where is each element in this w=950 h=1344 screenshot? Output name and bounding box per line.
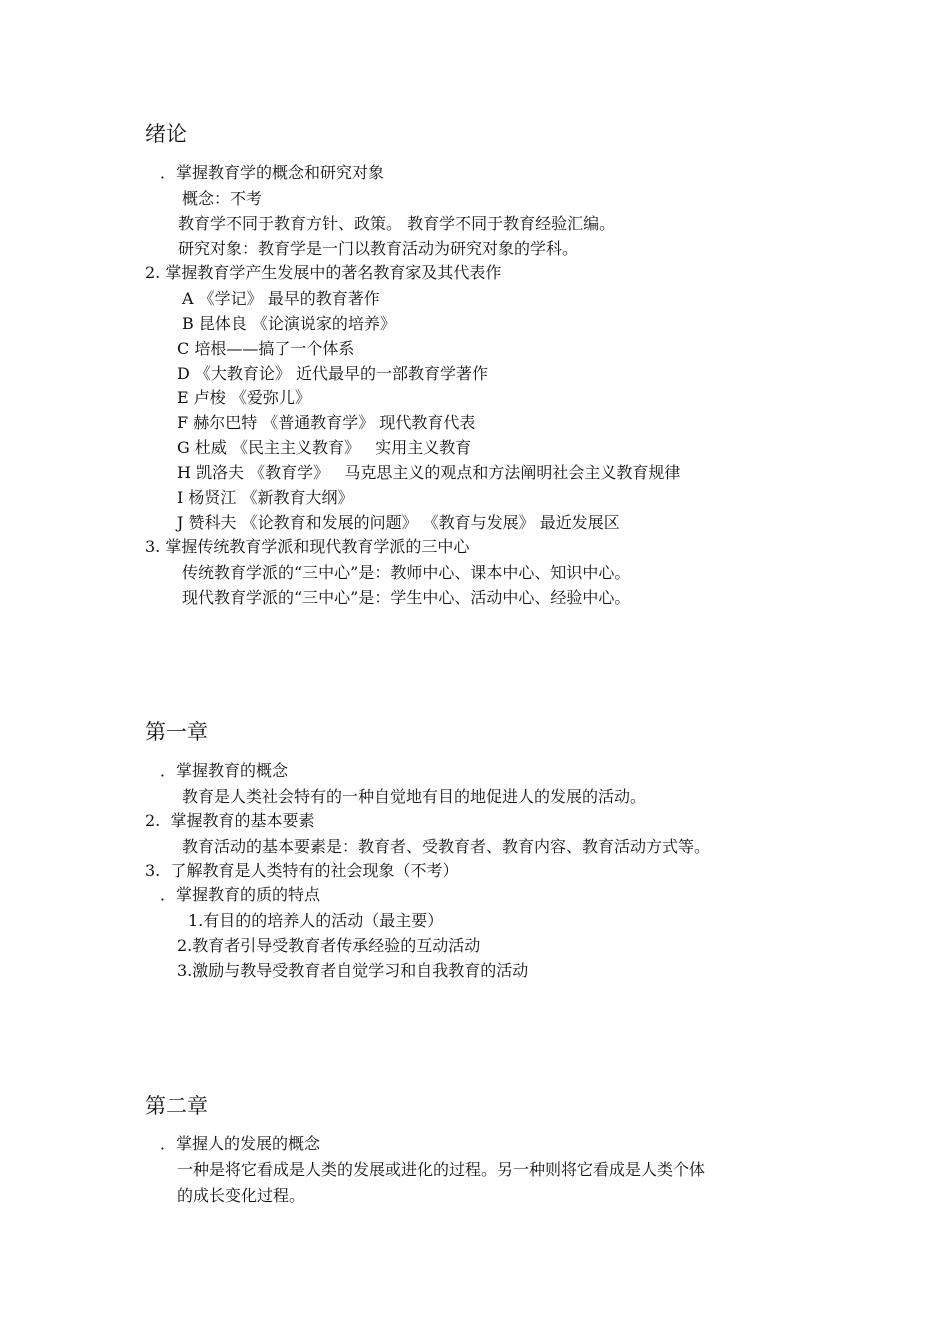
section-heading-chapter2: 第二章 [145,1094,208,1118]
list-item: 1.有目的的培养人的活动（最主要） [188,911,444,930]
list-item: D 《大教育论》 近代最早的一部教育学著作 [177,364,489,383]
text-line: 教育是人类社会特有的一种自觉地有目的地促进人的发展的活动。 [182,787,647,806]
text-line: 传统教育学派的“三中心”是：教师中心、课本中心、知识中心。 [182,563,631,582]
item-title: 3. 了解教育是人类特有的社会现象（不考） [145,861,459,880]
text-line: 概念：不考 [182,189,263,208]
item-title: 3. 掌握传统教育学派和现代教育学派的三中心 [145,537,470,556]
list-item: E 卢梭 《爱弥儿》 [177,388,311,407]
text-line: 现代教育学派的“三中心”是：学生中心、活动中心、经验中心。 [182,588,631,607]
list-item: 3.激励与教导受教育者自觉学习和自我教育的活动 [177,961,529,980]
item-title: 2. 掌握教育的基本要素 [145,811,315,830]
list-item: H 凯洛夫 《教育学》 马克思主义的观点和方法阐明社会主义教育规律 [177,463,681,482]
text-line: 的成长变化过程。 [177,1186,306,1205]
list-item: 2.教育者引导受教育者传承经验的互动活动 [177,936,481,955]
text-line: 教育活动的基本要素是：教育者、受教育者、教育内容、教育活动方式等。 [182,837,711,856]
list-item: F 赫尔巴特 《普通教育学》 现代教育代表 [177,413,476,432]
text-line: 研究对象：教育学是一门以教育活动为研究对象的学科。 [178,239,579,258]
item-title: ．掌握教育的概念 [160,761,289,780]
section-heading-chapter1: 第一章 [145,720,208,744]
section-heading-intro: 绪论 [145,122,187,146]
list-item: J 赞科夫 《论教育和发展的问题》 《教育与发展》 最近发展区 [177,513,620,532]
text-line: 一种是将它看成是人类的发展或进化的过程。另一种则将它看成是人类个体 [177,1160,706,1179]
list-item: G 杜威 《民主主义教育》 实用主义教育 [177,438,472,457]
list-item: A 《学记》 最早的教育著作 [182,289,380,308]
item-title: ．掌握人的发展的概念 [160,1134,321,1153]
item-title: 2. 掌握教育学产生发展中的著名教育家及其代表作 [145,263,502,282]
list-item: B 昆体良 《论演说家的培养》 [182,314,396,333]
text-line: 教育学不同于教育方针、政策。 教育学不同于教育经验汇编。 [178,214,616,233]
list-item: I 杨贤江 《新教育大纲》 [177,488,354,507]
list-item: C 培根——搞了一个体系 [177,339,355,358]
item-title: ．掌握教育学的概念和研究对象 [160,163,385,182]
item-title: ．掌握教育的质的特点 [160,885,321,904]
